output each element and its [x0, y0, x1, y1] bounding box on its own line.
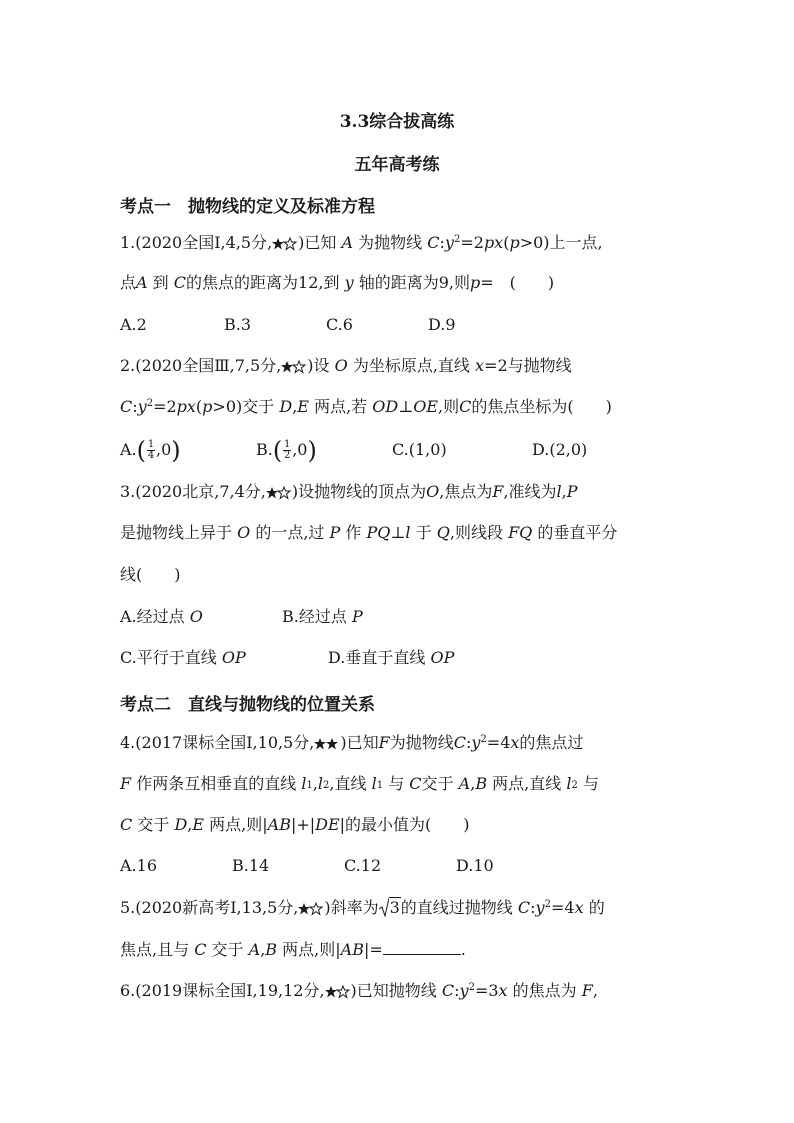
question-2-line-1: 2.(2020全国Ⅲ,7,5分, )设 O 为坐标原点,直线 x=2与抛物线: [120, 356, 572, 375]
section-heading-2: 考点二 直线与抛物线的位置关系: [120, 695, 375, 715]
difficulty-stars-icon: [266, 486, 292, 500]
answer-blank[interactable]: [383, 940, 461, 955]
page-subtitle: 五年高考练: [354, 155, 440, 175]
question-2-line-2: $C:y^2=2px(p>0)$交于 D,E 两点,若 OD⊥OE,则C的焦点坐标为( ): [120, 397, 612, 416]
difficulty-stars-icon: [314, 737, 340, 751]
option-d[interactable]: D.(2,0): [532, 440, 588, 459]
option-d[interactable]: D.10: [456, 856, 494, 875]
option-a[interactable]: A.2: [120, 315, 147, 334]
option-c[interactable]: C.6: [326, 315, 353, 334]
question-3-line-2: 是抛物线上异于 O 的一点,过 P 作 PQ⊥l 于 Q,则线段 FQ 的垂直平分: [120, 523, 618, 542]
question-4-line-2: F 作两条互相垂直的直线 $l_1,l_2$,直线 $l_1$ 与 C交于 A,B 两点,直线 $l_2$ 与: [120, 774, 599, 793]
option-c[interactable]: C.平行于直线 OP: [120, 648, 246, 667]
difficulty-stars-icon: [298, 902, 324, 916]
option-a[interactable]: A.( $\frac{1}{4}$ ,0): [120, 436, 181, 465]
section-heading-1: 考点一 抛物线的定义及标准方程: [120, 197, 375, 217]
question-3-line-3: 线( ): [120, 565, 181, 584]
option-a[interactable]: A.16: [120, 856, 157, 875]
question-5-line-2: 焦点,且与 C 交于 A,B 两点,则|AB|= .: [120, 940, 466, 959]
option-b[interactable]: B.3: [224, 315, 252, 334]
option-b[interactable]: B.14: [232, 856, 270, 875]
question-5-line-1: 5.(2020新高考Ⅰ,13,5分, )斜率为 3的直线过抛物线 $C:y^2=4x$ 的: [120, 898, 605, 917]
difficulty-stars-icon: [281, 360, 307, 374]
question-1-line-2: 点A 到 C的焦点的距离为12,到 y 轴的距离为9,则p= ( ): [120, 273, 555, 292]
option-b[interactable]: B.( $\frac{1}{2}$ ,0): [256, 436, 317, 465]
question-1-line-1: 1.(2020全国Ⅰ,4,5分, )已知 A 为抛物线 $C:y^2=2px(p>0)$上一点,: [120, 233, 603, 252]
difficulty-stars-icon: [325, 985, 351, 999]
sqrt-3: 3: [379, 898, 401, 918]
option-c[interactable]: C.(1,0): [392, 440, 447, 459]
option-b[interactable]: B.经过点 P: [282, 607, 363, 626]
question-4-line-3: C 交于 D,E 两点,则|AB|+|DE|的最小值为( ): [120, 815, 470, 834]
question-6-line-1: 6.(2019课标全国Ⅰ,19,12分, )已知抛物线 $C:y^2=3x$ 的焦点为 F,: [120, 981, 598, 1000]
question-3-line-1: 3.(2020北京,7,4分, )设抛物线的顶点为O,焦点为F,准线为l,P: [120, 482, 578, 501]
page-title: 3.3综合拔高练: [339, 112, 455, 132]
option-d[interactable]: D.垂直于直线 OP: [328, 648, 455, 667]
question-4-line-1: 4.(2017课标全国Ⅰ,10,5分, )已知F为抛物线$C:y^2=4x$的焦点过: [120, 733, 584, 752]
difficulty-stars-icon: [272, 237, 298, 251]
option-a[interactable]: A.经过点 O: [120, 607, 203, 626]
option-c[interactable]: C.12: [344, 856, 382, 875]
option-d[interactable]: D.9: [428, 315, 456, 334]
